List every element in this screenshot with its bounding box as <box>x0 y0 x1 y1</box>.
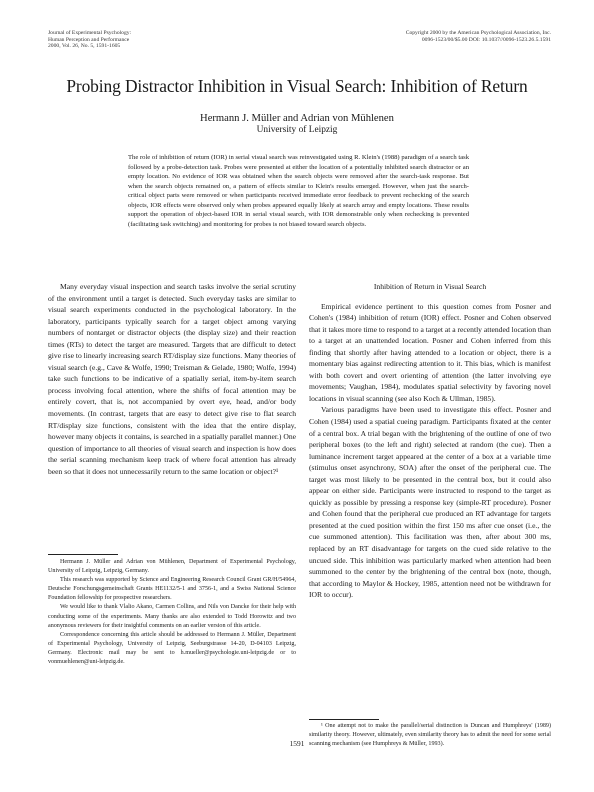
author-note-paragraph: Correspondence concerning this article should be addressed to Hermann J. Müller, Department of Experimental Psychology, University of Leipzig, Seeburgstrasse 14-20, D-04103 Leipzig, Germany. Electronic mail may be sent to h.mueller@psychologie.uni-leipzig.de or to vonmuehlenen@uni-leipzig.de. <box>48 631 296 666</box>
body-paragraph: Empirical evidence pertinent to this question comes from Posner and Cohen's (1984) inhibition of return (IOR) effect. Posner and Cohen observed that it takes more time to respond to a target at a recently attended location than to a target at an unattended location. Posner and Cohen inferred from this finding that shortly after having attended to a location or object, there is a momentary bias against redirecting attention to it. This bias, which is manifest with both covert and overt orienting of attention (the latter involving eye movements; Vaughan, 1984), modulates spatial selectivity by favoring novel locations in visual scanning (see also Koch & Ullman, 1985). <box>309 301 551 403</box>
body-paragraph: Various paradigms have been used to investigate this effect. Posner and Cohen (1984) used a spatial cueing paradigm. Participants fixated at the center of a central box. A trial began with the brightening of the outline of one of two peripheral boxes (to the left and right) selected at random (the cue). Then a luminance increment target appeared at the center of a box at a variable time (stimulus onset asynchrony, SOA) after the onset of the peripheral cue. The target was most likely to be presented in the central box, but it could also appear on either side. Participants were instructed to respond to the target as quickly as possible by pressing a response key (simple-RT procedure). Posner and Cohen found that the peripheral cue produced an RT advantage for targets presented at the cued position within the first 150 ms after cue onset (i.e., the cue summoned attention). This facilitation was then, after about 300 ms, replaced by an RT disadvantage for targets on the cued side relative to the uncued side. This inhibition was particularly marked when attention had been summoned to the center by the brightening of the central box (note, though, that according to Maylor & Hockey, 1985, attention need not be withdrawn for IOR to occur). <box>309 405 551 600</box>
authors: Hermann J. Müller and Adrian von Mühlenen <box>200 113 394 124</box>
author-note-paragraph: This research was supported by Science and Engineering Research Council Grant GR/H/54964, Deutsche Forschungsgemeinschaft Grants HE1132/5-1 and 3756-1, and a Swiss National Science Foundation fellowship for prospective researchers. <box>48 577 296 602</box>
footnote-text: ¹ One attempt not to make the parallel/serial distinction is Duncan and Humphreys' (1989) similarity theory. However, ultimately, even similarity theory has to admit the need for some serial scanning mechanism (see Humphreys & Müller, 1993). <box>309 723 551 748</box>
author-note <box>48 558 296 667</box>
copyright-line: 0096-1523/00/$5.00 DOI: 10.1037//0096-1523.26.5.1591 <box>421 36 551 43</box>
affiliation: University of Leipzig <box>256 125 338 135</box>
paper-title: Probing Distractor Inhibition in Visual Search: Inhibition of Return <box>66 76 528 96</box>
left-column <box>48 281 296 477</box>
journal-line: Human Perception and Performance <box>48 36 130 43</box>
journal-line: Journal of Experimental Psychology: <box>48 30 132 36</box>
journal-line: 2000, Vol. 26, No. 5, 1591-1605 <box>48 43 121 50</box>
author-note-paragraph: Hermann J. Müller and Adrian von Mühlenen, Department of Experimental Psychology, University of Leipzig, Leipzig, Germany. <box>48 559 296 575</box>
footnote-divider <box>48 554 118 555</box>
abstract: The role of inhibition of return (IOR) in serial visual search was reinvestigated using R. Klein's (1988) paradigm of a search task followed by a probe-detection task. Probes were presented at either the location of a potentially inhibited search distractor or an empty location. No evidence of IOR was obtained when the search objects were removed after the search-task response. But when the search objects remained on, a pattern of effects similar to Klein's results emerged. However, when just the search-critical object parts were removed or when participants received immediate error feedback to prevent rechecking of the search objects, IOR effects were observed only when probes appeared equally likely at search array and empty locations. These results support the operation of object-based IOR in serial visual search, with IOR demonstrable only when rechecking is prevented (facilitating task switching) and monitoring for probes is not biased toward search objects. <box>128 154 469 228</box>
footnote-divider <box>309 719 379 720</box>
copyright-header <box>406 30 551 43</box>
right-column <box>309 281 551 601</box>
body-paragraph: Many everyday visual inspection and search tasks involve the serial scrutiny of the environment until a target is detected. Such everyday tasks are similar to visual search experiments conducted in the psychological laboratory. In the laboratory, participants typically search for a target object among varying numbers of nontarget or distractor objects (the display size) and their reaction times (RTs) to detect the target are measured. Targets that are difficult to detect give rise to linearly increasing search RT/display size functions. Many theories of visual search (e.g., Cave & Wolfe, 1990; Treisman & Gelade, 1980; Wolfe, 1994) take such functions to be indicative of a spatially serial, item-by-item search process involving focal attention, where the shifts of focal attention may be entirely covert, that is, not accompanied by overt eye, head, and/or body movements. (In contrast, targets that are easy to detect give rise to flat search RT/display size functions, consistent with the idea that the entire display, however many objects it contains, is searched in a spatially parallel manner.) One question of importance to all theories of visual search and inspection is how does the serial scanning mechanism keep track of where focal attention has already been so that it does not unnecessarily return to the same location or object?¹ <box>48 282 296 476</box>
page-number: 1591 <box>289 739 305 748</box>
copyright-line: Copyright 2000 by the American Psychological Association, Inc. <box>405 30 551 36</box>
section-heading: Inhibition of Return in Visual Search <box>373 282 487 291</box>
journal-header <box>48 30 131 50</box>
author-note-paragraph: We would like to thank Vlalio Akano, Carmen Collins, and Nils von Dancke for their help with conducting some of the experiments. Many thanks are also extended to Todd Horowitz and two anonymous reviewers for their insightful comments on an earlier version of this article. <box>48 604 296 629</box>
